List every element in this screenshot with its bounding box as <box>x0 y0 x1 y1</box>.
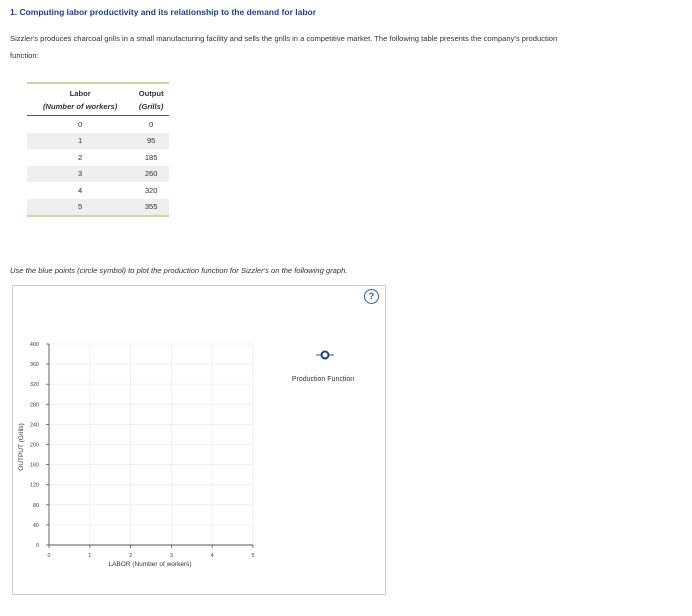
labor-cell: 0 <box>78 119 83 129</box>
labor-cell: 3 <box>27 166 133 183</box>
y-tick-label: 280 <box>29 402 39 409</box>
y-tick-label: 240 <box>29 422 39 429</box>
x-tick-label: 5 <box>251 553 255 559</box>
table-row <box>27 133 169 150</box>
help-icon[interactable]: ? <box>364 289 379 304</box>
y-tick-label: 160 <box>29 462 39 469</box>
x-tick-label: 4 <box>210 553 214 559</box>
table-row <box>27 182 169 199</box>
x-tick-label: 1 <box>88 553 92 559</box>
legend-label: Production Function <box>291 376 355 383</box>
output-cell: 320 <box>144 185 158 195</box>
labor-cell: 5 <box>27 199 133 217</box>
output-subheader: (Grills) <box>133 100 169 116</box>
table-row <box>27 166 169 183</box>
y-tick-label: 40 <box>32 522 39 529</box>
y-tick-label: 320 <box>29 382 39 389</box>
output-cell: 95 <box>133 133 169 150</box>
graph-panel <box>12 285 386 595</box>
labor-cell: 2 <box>78 152 83 162</box>
output-cell: 185 <box>144 152 158 162</box>
question-title: 1. Computing labor productivity and its relationship to the demand for labor <box>10 7 317 17</box>
output-cell: 355 <box>133 199 169 217</box>
labor-cell: 4 <box>78 185 83 195</box>
y-tick-label: 80 <box>32 502 39 509</box>
x-tick-label: 0 <box>47 553 51 559</box>
table-row <box>27 199 169 217</box>
y-tick-label: 400 <box>29 342 39 348</box>
graph-instruction: Use the blue points (circle symbol) to plot the production function for Sizzler's on the following graph. <box>10 266 348 275</box>
output-header: Output <box>133 83 169 100</box>
production-table <box>27 82 169 217</box>
legend-circle-icon[interactable] <box>322 352 329 359</box>
y-axis-label: OUTPUT (Grills) <box>18 423 25 471</box>
y-tick-label: 0 <box>35 543 39 549</box>
output-cell: 0 <box>149 119 154 129</box>
y-tick-label: 360 <box>29 362 39 369</box>
x-tick-label: 2 <box>129 553 133 559</box>
x-axis-label: LABOR (Number of workers) <box>108 561 192 568</box>
output-cell: 260 <box>133 166 169 183</box>
table-row <box>27 149 169 166</box>
x-tick-label: 3 <box>169 553 173 559</box>
labor-header: Labor <box>27 83 133 100</box>
labor-cell: 1 <box>27 133 133 150</box>
y-tick-label: 200 <box>29 442 39 449</box>
table-row <box>27 116 169 133</box>
labor-subheader: (Number of workers) <box>27 100 133 116</box>
y-tick-label: 120 <box>29 482 39 489</box>
question-intro: Sizzler's produces charcoal grills in a small manufacturing facility and sells the grills in a competitive market. The following table presents the company's production function: <box>10 34 558 60</box>
